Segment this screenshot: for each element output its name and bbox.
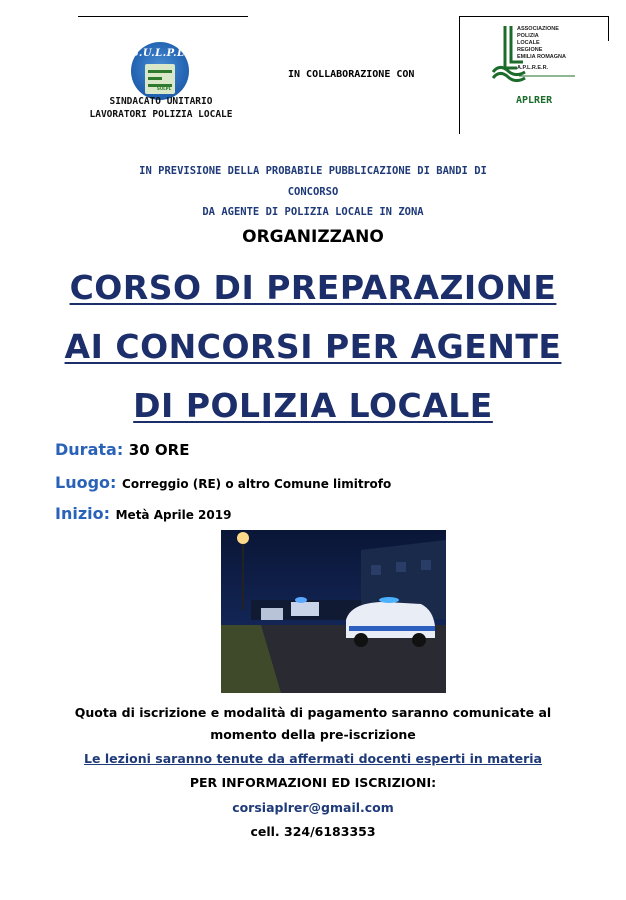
sulpl-logo	[131, 42, 189, 100]
right-box-right-edge	[608, 16, 609, 41]
union-name	[86, 95, 236, 121]
aplrer-line-6: A.P.L.R.E.R.	[517, 65, 549, 71]
aplrer-line-2: POLIZIA	[517, 33, 539, 39]
durata-label: Durata	[55, 440, 117, 459]
right-box-left-edge	[459, 16, 460, 134]
inizio-label: Inizio	[55, 504, 104, 523]
sulpl-logo-text: S.U.L.P.L.	[131, 48, 189, 59]
aplrer-label: APLRER	[516, 95, 553, 106]
union-name-line2: LAVORATORI POLIZIA LOCALE	[89, 109, 233, 120]
inizio-row	[55, 504, 231, 523]
luogo-row	[55, 473, 391, 492]
intro-line-1: IN PREVISIONE DELLA PROBABILE PUBBLICAZIONE DI BANDI DI	[139, 165, 487, 177]
intro-line-3: DA AGENTE DI POLIZIA LOCALE IN ZONA	[202, 206, 424, 218]
title-line-3: DI POLIZIA LOCALE	[133, 386, 493, 425]
luogo-value: Correggio (RE) o altro Comune limitrofo	[122, 477, 392, 491]
aplrer-line-3: LOCALE	[517, 40, 540, 46]
docenti-line: Le lezioni saranno tenute da affermati docenti esperti in materia	[84, 751, 542, 766]
durata-value: 30 ORE	[128, 441, 190, 459]
aplrer-logo-text	[517, 26, 566, 72]
sulpl-shield-icon	[145, 64, 175, 94]
collaboration-text: IN COLLABORAZIONE CON	[288, 69, 415, 80]
title-line-2: AI CONCORSI PER AGENTE	[64, 327, 562, 366]
luogo-label: Luogo	[55, 473, 111, 492]
inizio-value: Metà Aprile 2019	[115, 508, 232, 522]
police-car-photo	[221, 530, 446, 693]
info-heading: PER INFORMAZIONI ED ISCRIZIONI:	[189, 775, 437, 790]
quota-line-2: momento della pre-iscrizione	[210, 727, 416, 742]
union-name-line1: SINDACATO UNITARIO	[109, 96, 213, 107]
aplrer-line-1: ASSOCIAZIONE	[517, 26, 559, 32]
aplrer-line-4: REGIONE	[517, 47, 543, 53]
inizio-colon: :	[103, 504, 111, 523]
top-left-rule	[78, 16, 248, 17]
phone-number: cell. 324/6183353	[250, 824, 376, 839]
durata-colon: :	[116, 440, 124, 459]
email-link[interactable]: corsiaplrer@gmail.com	[232, 800, 394, 815]
title-line-1: CORSO DI PREPARAZIONE	[69, 268, 557, 307]
sulpl-logo-small-text: SULPL	[157, 86, 172, 91]
top-right-rule	[459, 16, 609, 17]
durata-row	[55, 440, 189, 459]
quota-line-1: Quota di iscrizione e modalità di pagamento saranno comunicate al	[74, 705, 552, 720]
organizzano-heading: ORGANIZZANO	[242, 227, 384, 247]
luogo-colon: :	[110, 473, 117, 492]
aplrer-line-5: EMILIA ROMAGNA	[517, 54, 566, 60]
intro-line-2: CONCORSO	[287, 186, 339, 198]
